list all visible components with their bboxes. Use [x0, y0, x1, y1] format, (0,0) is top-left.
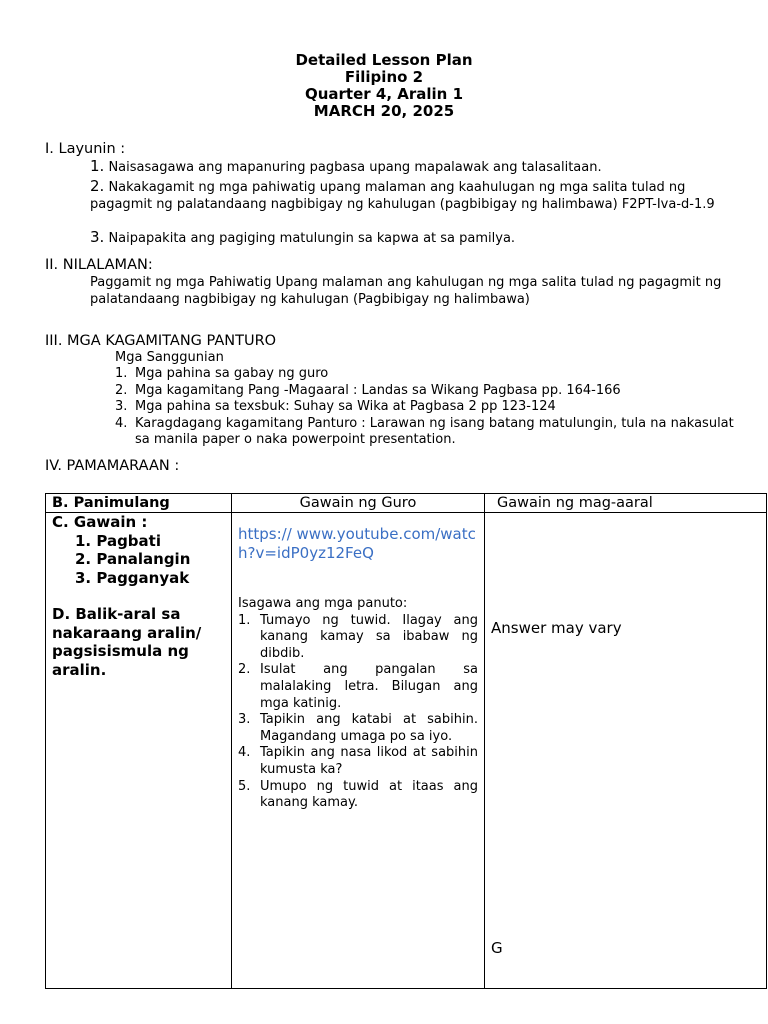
objective-text: Naipapakita ang pagiging matulungin sa kapwa at sa pamilya.	[104, 231, 516, 246]
section-layunin-heading: I. Layunin :	[45, 141, 126, 157]
instruction-list	[238, 613, 478, 812]
answer-text: Answer may vary	[491, 619, 622, 637]
list-item: 1. Mga pahina sa gabay ng guro	[115, 366, 329, 381]
list-item: 4. Karagdagang kagamitang Panturo : Larawan ng isang batang matulungin, tula na nakasulat sa manila paper o naka powerpoint presentation.	[115, 415, 734, 448]
mag-aaral-header: Gawain ng mag-aaral	[485, 494, 767, 513]
table-header-row	[46, 494, 767, 513]
list-item: 2. Mga kagamitang Pang -Magaaral : Landas sa Wikang Pagbasa pp. 164-166	[115, 382, 621, 398]
panimulang-header: B. Panimulang	[46, 494, 232, 513]
left-column	[46, 513, 232, 989]
nilalaman-text: Paggamit ng mga Pahiwatig Upang malaman ang kahulugan ng mga salita tulad ng pagagmit ng palatandaang nagbibigay ng kahulugan (Pagbibigay ng halimbawa)	[90, 275, 722, 307]
bottom-character: G	[491, 939, 503, 957]
date-line: MARCH 20, 2025	[313, 102, 455, 120]
sanggunian-subheading: Mga Sanggunian	[115, 350, 224, 365]
objective-1	[90, 158, 730, 176]
list-item: 4. Tapikin ang nasa likod at sabihin kumusta ka?	[238, 745, 478, 777]
balik-aral-heading: D. Balik-aral sa nakaraang aralin/ pagsisismula ng aralin.	[52, 605, 202, 679]
subject-line: Filipino 2	[344, 68, 424, 86]
quarter-line: Quarter 4, Aralin 1	[304, 85, 464, 103]
objective-number: 1.	[90, 157, 105, 175]
student-activity-column	[485, 513, 767, 989]
list-item: 2. Isulat ang pangalan sa malalaking letra. Bilugan ang mga katinig.	[238, 662, 478, 711]
document-title-block	[0, 52, 768, 120]
objective-3	[90, 229, 730, 247]
list-item: 3. Mga pahina sa texsbuk: Suhay sa Wika at Pagbasa 2 pp 123-124	[115, 399, 556, 415]
step-pagbati: 1. Pagbati	[75, 531, 161, 550]
spacer	[52, 587, 231, 605]
objective-number: 3.	[90, 228, 105, 246]
section-nilalaman-heading: II. NILALAMAN:	[45, 257, 153, 273]
objective-2	[90, 178, 730, 213]
objective-text: Naisasagawa ang mapanuring pagbasa upang mapalawak ang talasalitaan.	[104, 160, 602, 175]
objective-number: 2.	[90, 177, 105, 195]
step-panalangin: 2. Panalangin	[75, 550, 191, 568]
list-item: 5. Umupo ng tuwid at itaas ang kanang kamay.	[238, 778, 478, 811]
document-title: Detailed Lesson Plan	[295, 51, 473, 69]
step-pagganyak: 3. Pagganyak	[75, 568, 190, 587]
section-kagamitan-heading: III. MGA KAGAMITANG PANTURO	[45, 333, 277, 349]
procedure-table	[45, 493, 767, 989]
guro-header: Gawain ng Guro	[232, 494, 485, 513]
gawain-heading: C. Gawain :	[52, 513, 148, 531]
list-item: 1. Tumayo ng tuwid. Ilagay ang kanang kamay sa ibabaw ng dibdib.	[238, 612, 478, 661]
youtube-link[interactable]: https:// www.youtube.com/watch?v=idP0yz12FeQ	[238, 525, 476, 562]
objective-text: Nakakagamit ng mga pahiwatig upang malaman ang kaahulugan ng mga salita tulad ng pagagmit ng palatandaang nagbibigay ng kahulugan (pagbibigay ng halimbawa) F2PT-Iva-d-1.9	[90, 180, 715, 212]
table-row	[46, 513, 767, 989]
materials-list	[115, 366, 735, 449]
list-item: 3. Tapikin ang katabi at sabihin. Magandang umaga po sa iyo.	[238, 712, 478, 744]
teacher-activity-column	[232, 513, 485, 989]
instruction-intro: Isagawa ang mga panuto:	[238, 596, 408, 611]
section-pamamaraan-heading: IV. PAMAMARAAN :	[45, 458, 180, 474]
